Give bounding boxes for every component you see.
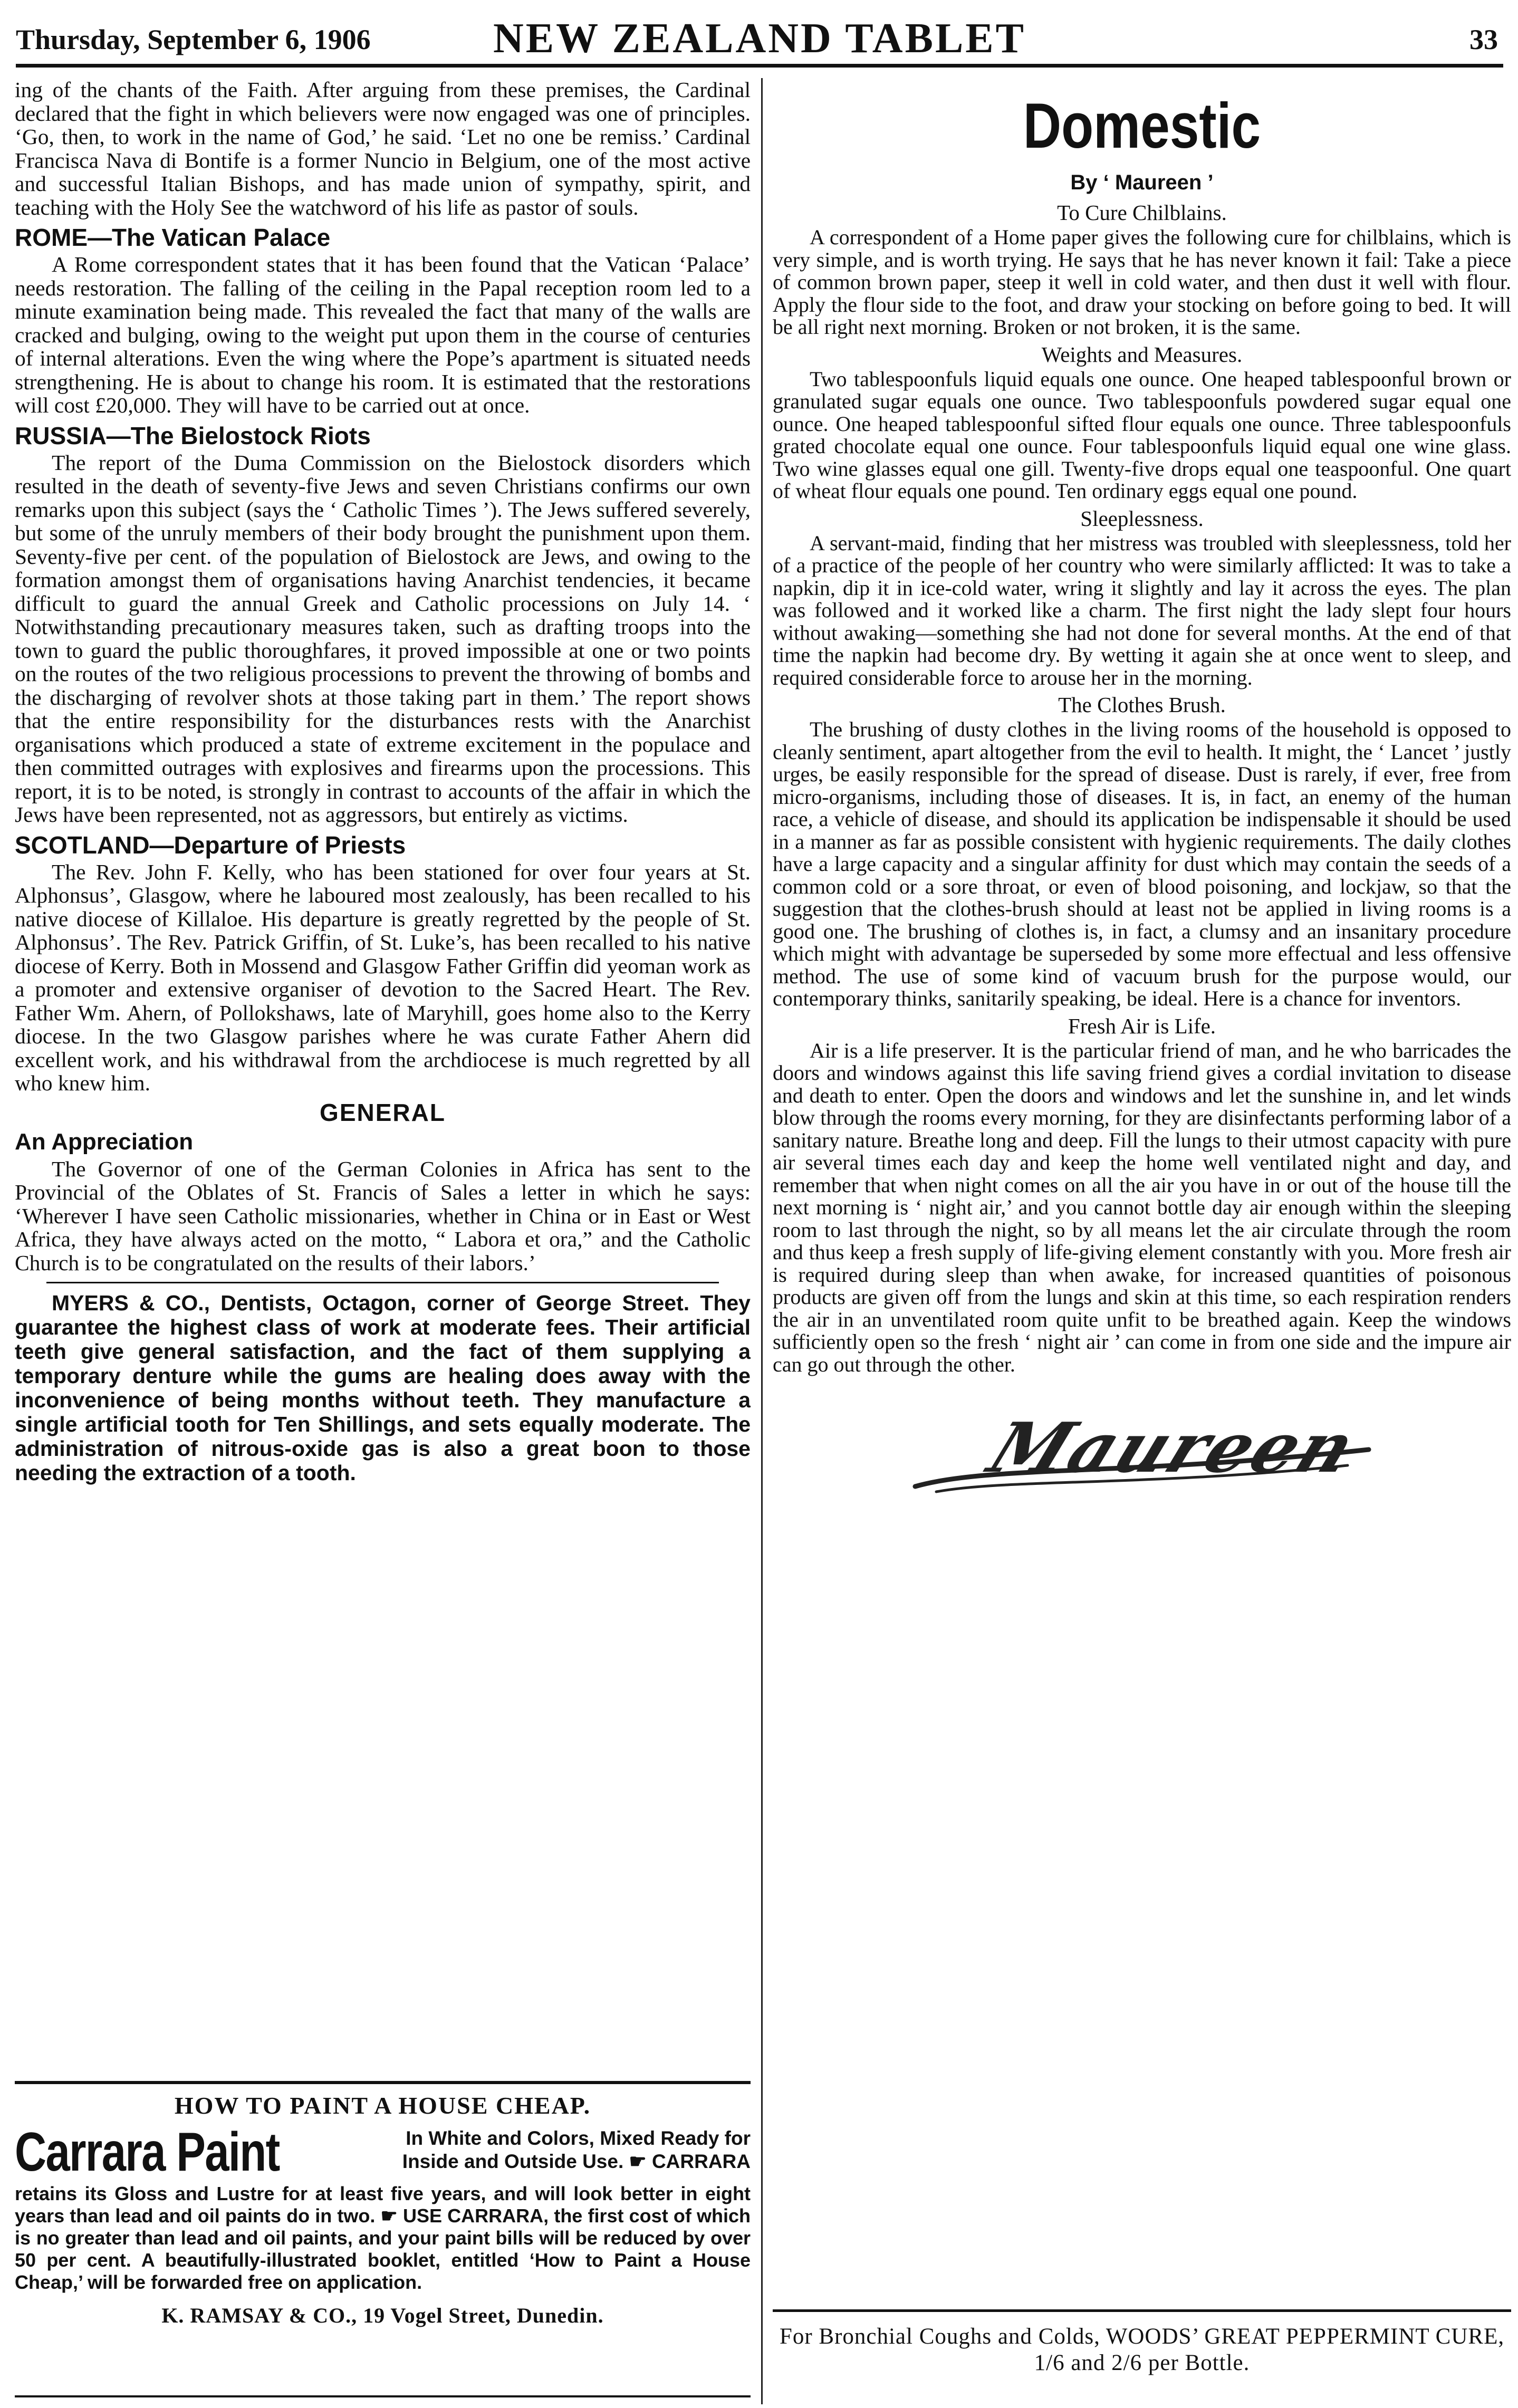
issue-date: Thursday, September 6, 1906 (16, 24, 371, 55)
article-chilblains: A correspondent of a Home paper gives the following cure for chilblains, which is very simple, and is worth trying. He says that he has never known it fail: Take a piece of common brown paper, steep it well in cold water, and then dust it well with flour. Apply the flour side to the foot, and draw your stocking on before going to bed. It will be all right next morning. Broken or not broken, it is the same. (773, 225, 1511, 339)
page-number: 33 (1469, 24, 1498, 55)
ad-footer: K. RAMSAY & CO., 19 Vogel Street, Dunedin. (161, 2304, 604, 2327)
ad-brand-row (15, 2122, 751, 2183)
heading-appreciation: An Appreciation (15, 1128, 194, 1155)
article-scotland: The Rev. John F. Kelly, who has been stationed for over four years at St. Alphonsus’, Glasgow, where he laboured most zealously, has been recalled to his native diocese of Killaloe. His departure is greatly regretted by the people of St. Alphonsus’. The Rev. Patrick Griffin, of St. Luke’s, has been recalled to his native diocese of Kerry. Both in Mossend and Glasgow Father Griffin did yeoman work as a promoter and extensive organiser of devotion to the Sacred Heart. The Rev. Father Wm. Ahern, of Pollokshaws, late of Maryhill, goes home also to the Kerry diocese. In the two Glasgow parishes where he was curate Father Ahern did excellent work, and his withdrawal from the archdiocese is much regretted by all who knew him. (15, 859, 751, 1095)
heading-rome: ROME—The Vatican Palace (15, 224, 331, 251)
heading-chilblains: To Cure Chilblains. (1057, 200, 1227, 225)
heading-general: GENERAL (320, 1098, 446, 1126)
woods-peppermint-ad (773, 2309, 1511, 2399)
ad-brand-name: Carrara Paint (15, 2122, 280, 2183)
heading-clothes-brush: The Clothes Brush. (1058, 693, 1226, 717)
article-russia: The report of the Duma Commission on the Bielostock disorders which resulted in the death of seventy-five Jews and seven Christians confirms our own remarks upon this subject (says the ‘ Catholic Times ’). The Jews suffered severely, but some of the unruly members of their body brought the punishment upon them. Seventy-five per cent. of the population of Bielostock are Jews, and owing to the formation amongst them of organisations having Anarchist tendencies, it became difficult to guard the annual Greek and Catholic processions on July 14. ‘ Notwithstanding precautionary measures taken, such as drafting troops into the town to guard the public thoroughfares, it proved impossible at one or two points on the routes of the two religious processions to prevent the throwing of bombs and the discharging of revolver shots at those taking part in them.’ The report shows that the entire responsibility for the disturbances rests with the Anarchist organisations which produced a state of extreme excitement in the populace and then committed outrages with explosives and firearms upon the processions. This report, it is to be noted, is strongly in contrast to accounts of the affair in which the Jews have been represented, not as aggressors, but entirely as victims. (15, 450, 751, 827)
heading-scotland: SCOTLAND—Departure of Priests (15, 831, 406, 859)
article-continuation: ing of the chants of the Faith. After arguing from these premises, the Cardinal declared that the fight in which believers were now engaged was one of principles. ‘Go, then, to work in the name of God,’ he said. ‘Let no one be remiss.’ Cardinal Francisca Nava di Bontife is a former Nuncio in Belgium, one of the most active and successful Italian Bishops, and has made union of sympathy, spirit, and teaching with the Holy See the watchword of his life as pastor of souls. (15, 78, 751, 219)
article-fresh-air: Air is a life preserver. It is the particular friend of man, and he who barricades the doors and windows against this life saving friend gives a cordial invitation to disease and death to enter. Open the doors and windows and let the sunshine in, and let winds blow through the rooms every morning, for they are disinfectants performing labor of a sanitary nature. Breathe long and deep. Fill the lungs to their utmost capacity with pure air several times each day and keep the home well ventilated night and day, and remember that when night comes on all the air you have in or out of the house till the next morning is ‘ night air,’ and you cannot bottle day air enough within the sleeping room to last through the night, so by all means let the air circulate through the room and thus keep a fresh supply of life-giving element constantly with you. More fresh air is required during sleep than when awake, for increased quantities of poisonous products are given off from the lungs and skin at this time, so each respiration renders the air in an unventilated room quite unfit to be breathed again. Keep the windows sufficiently open so the fresh ‘ night air ’ can come in from one side and the impure air can go out through the other. (773, 1038, 1511, 1376)
ad-tagline-line-1: In White and Colors, Mixed Ready for (406, 2127, 751, 2149)
heading-sleeplessness: Sleeplessness. (1080, 506, 1204, 531)
article-weights: Two tablespoonfuls liquid equals one ounce. One heaped tablespoonful brown or granulated sugar equals one ounce. Two tablespoonfuls powdered sugar equal one ounce. One heaped tablespoonful sifted flour equals one ounce. Three tablespoonfuls grated chocolate equal one ounce. Four tablespoonfuls liquid equal one wine glass. Two wine glasses equal one gill. Twenty-five drops equal one teaspoonful. One quart of wheat flour equals one pound. Ten ordinary eggs equal one pound. (773, 367, 1511, 503)
ad-body-text: retains its Gloss and Lustre for at least five years, and will look better in eight years than lead and oil paints do in two. ☛ USE CARRARA, the first cost of which is no greater than lead and oil paints, and your paint bills will be reduced by over 50 per cent. A beautifully-illustrated booklet, entitled ‘How to Paint a House Cheap,’ will be forwarded free on application. (15, 2183, 751, 2293)
signature-block (773, 1381, 1511, 1513)
domestic-byline: By ‘ Maureen ’ (1070, 171, 1214, 194)
heading-russia: RUSSIA—The Bielostock Riots (15, 421, 371, 449)
ad-tagline-line-2: Inside and Outside Use. ☛ CARRARA (402, 2151, 751, 2172)
woods-ad-text: For Bronchial Coughs and Colds, WOODS’ GREAT PEPPERMINT CURE, 1/6 and 2/6 per Bottle. (779, 2324, 1505, 2375)
ad-tagline (282, 2125, 751, 2173)
article-clothes-brush: The brushing of dusty clothes in the living rooms of the household is opposed to cleanly sentiment, apart altogether from the evil to health. It might, the ‘ Lancet ’ justly urges, be easily responsible for the spread of disease. Dust is rarely, if ever, free from micro-organisms, including those of diseases. It is, in fact, an enemy of the human race, a vehicle of disease, and should its application be indispensable it should be used in a manner as far as possible consistent with hygienic requirements. The daily clothes have a large capacity and a singular affinity for dust which may contain the seeds of a common cold or a sore throat, or even of blood poisoning, and lockjaw, so that the suggestion that the clothes-brush should at least not be applied in living rooms is a good one. The brushing of clothes is, in fact, a clumsy and an insanitary procedure which might with advantage be superseded by some more effectual and less offensive method. The use of some kind of vacuum brush for the purpose would, our contemporary thinks, sanitarily speaking, be ideal. Here is a chance for inventors. (773, 717, 1511, 1010)
section-rule (46, 1282, 719, 1283)
myers-dentists-ad: MYERS & CO., Dentists, Octagon, corner of George Street. They guarantee the highest class of work at moderate fees. Their artificial teeth give general satisfaction, and the fact of them supplying a temporary denture while the gums are healing does away with the inconvenience of being months without teeth. They manufacture a single artificial tooth for Ten Shillings, and sets equally moderate. The administration of nitrous-oxide gas is also a great boon to those needing the extraction of a tooth. (15, 1291, 751, 1485)
heading-fresh-air: Fresh Air is Life. (1068, 1013, 1216, 1038)
carrara-paint-ad (15, 2081, 751, 2397)
article-rome: A Rome correspondent states that it has been found that the Vatican ‘Palace’ needs restoration. The falling of the ceiling in the Papal reception room led to a minute examination being made. This revealed the fact that many of the walls are cracked and bulging, owing to the weight put upon them in the course of centuries of internal alterations. Even the wing where the Pope’s apartment is situated needs strengthening. He is about to change his room. It is estimated that the restorations will cost £20,000. They will have to be carried out at once. (15, 252, 751, 417)
ad-heading: HOW TO PAINT A HOUSE CHEAP. (174, 2092, 591, 2119)
left-column (15, 78, 751, 2067)
column-divider (761, 78, 763, 2404)
article-appreciation: The Governor of one of the German Colonies in Africa has sent to the Provincial of the Oblates of St. Francis of Sales a letter in which he says: ‘Wherever I have seen Catholic missionaries, whether in China or in East or West Africa, they have always acted on the motto, “ Labora et ora,” and the Catholic Church is to be congratulated on the results of their labors.’ (15, 1156, 751, 1275)
heading-weights: Weights and Measures. (1041, 342, 1243, 367)
domestic-title: Domestic (1023, 90, 1261, 161)
signature-maureen: Maureen (978, 1407, 1369, 1488)
masthead (16, 9, 1503, 68)
newspaper-title: NEW ZEALAND TABLET (493, 15, 1026, 62)
right-column (773, 78, 1511, 2246)
article-sleeplessness: A servant-maid, finding that her mistress was troubled with sleeplessness, told her of a practice of the people of her country who were similarly afflicted: It was to take a napkin, dip it in ice-cold water, wring it slightly and lay it across the eyes. The plan was followed and it worked like a charm. The first night the lady slept four hours without awaking—something she had not done for several months. At the end of that time the napkin had become dry. By wetting it again she at once went to sleep, and required considerable force to arouse her in the morning. (773, 531, 1511, 689)
